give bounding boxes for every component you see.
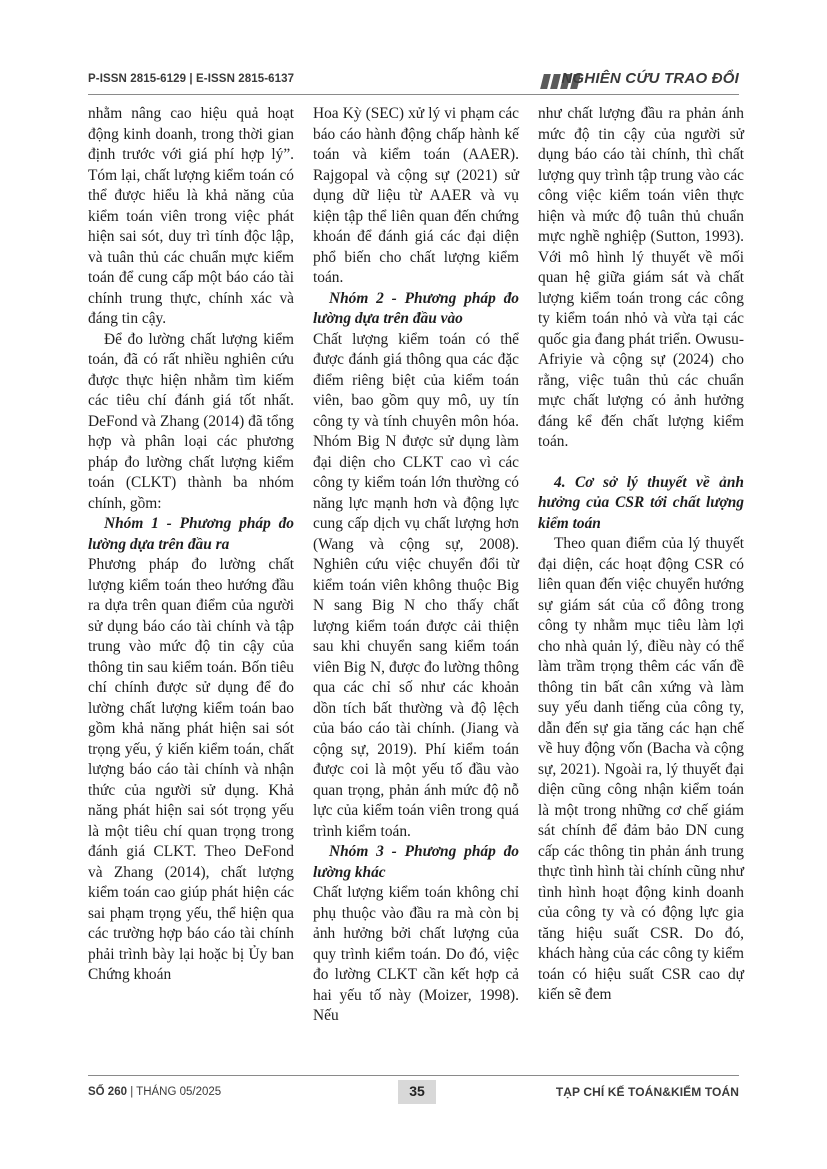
subheading: Nhóm 1 - Phương pháp đo lường dựa trên đầu ra xyxy=(88,515,294,553)
section-title: NGHIÊN CỨU TRAO ĐỔI xyxy=(561,70,739,87)
paragraph: Để đo lường chất lượng kiểm toán, đã có rất nhiều nghiên cứu được thực hiện nhằm tìm kiếm các tiêu chí đánh giá tốt nhất. DeFond và Zhang (2014) đã tổng hợp và phân loại các phương pháp đo lường chất lượng kiểm toán (CLKT) thành ba nhóm chính, gồm: xyxy=(88,330,294,512)
text-column-3 xyxy=(538,104,744,1006)
subheading: Nhóm 3 - Phương pháp đo lường khác xyxy=(313,843,519,881)
paragraph: Chất lượng kiểm toán có thể được đánh giá thông qua các đặc điểm riêng biệt của kiểm toán viên, bao gồm quy mô, uy tín công ty và tính chuyên môn hóa. Nhóm Big N được sử dụng làm đại diện cho CLKT cao vì các công ty kiểm toán lớn thường có năng lực mạnh hơn và động lực cung cấp dịch vụ chất lượng hơn (Wang và cộng sự, 2008). Nghiên cứu việc chuyển đổi từ kiểm toán viên không thuộc Big N sang Big N cho thấy chất lượng kiểm toán được cải thiện sau khi chuyển sang kiểm toán viên Big N, được đo lường thông qua các chỉ số như các khoản dồn tích bất thường và độ lệch của báo cáo tài chính. (Jiang và cộng sự, 2019). Phí kiểm toán được coi là một yếu tố đầu vào quan trọng, phản ánh mức độ nỗ lực của kiểm toán viên trong quá trình kiểm toán. xyxy=(313,330,519,840)
page-number: 35 xyxy=(409,1083,425,1099)
page-header xyxy=(88,70,739,92)
page-number-box xyxy=(398,1080,436,1104)
paragraph: nhằm nâng cao hiệu quả hoạt động kinh doanh, trong thời gian định trước với giá phí hợp lý”. Tóm lại, chất lượng kiểm toán có thể được hiểu là khả năng của kiểm toán viên trong việc phát hiện sai sót, duy trì tính độc lập, và tuân thủ các chuẩn mực kiểm toán để cung cấp một báo cáo tài chính trung thực, chính xác và đáng tin cậy. xyxy=(88,105,294,327)
footer-rule xyxy=(88,1075,739,1076)
paragraph: Hoa Kỳ (SEC) xử lý vi phạm các báo cáo hành động chấp hành kế toán và kiểm toán (AAER). Rajgopal và cộng sự (2021) sử dụng dữ liệu từ AAER và vụ kiện tập thể liên quan đến chứng khoán để đánh giá các đại diện phổ biến cho chất lượng kiểm toán. xyxy=(313,105,519,286)
journal-name: TẠP CHÍ KẾ TOÁN&KIỂM TOÁN xyxy=(555,1085,739,1099)
issn-label: P-ISSN 2815-6129 | E-ISSN 2815-6137 xyxy=(88,73,295,85)
issue-date: | THÁNG 05/2025 xyxy=(130,1086,222,1098)
page-footer xyxy=(88,1080,739,1104)
text-column-2 xyxy=(313,104,519,1027)
paragraph: như chất lượng đầu ra phản ánh mức độ tin cậy của người sử dụng báo cáo tài chính, thì chất lượng quy trình tập trung vào các công việc kiểm toán viên thực hiện và mức độ tuân thủ chuẩn mực nghề nghiệp (Sutton, 1993). Với mô hình lý thuyết về mối quan hệ giữa giám sát và chất lượng kiểm toán trong các công ty kiểm toán nhỏ và vừa tại các quốc gia đang phát triển. Owusu-Afriyie và cộng sự (2024) cho rằng, việc tuân thủ các chuẩn mực chất lượng có ảnh hưởng đáng kể đến chất lượng kiểm toán. xyxy=(538,105,744,450)
section-heading: 4. Cơ sở lý thuyết về ảnh hưởng của CSR tới chất lượng kiểm toán xyxy=(538,473,744,532)
paragraph: Chất lượng kiểm toán không chỉ phụ thuộc vào đầu ra mà còn bị ảnh hưởng bởi chất lượng của quy trình kiểm toán. Do đó, việc đo lường CLKT cần kết hợp cả hai yếu tố này (Moizer, 1998). Nếu xyxy=(313,884,519,1024)
subheading: Nhóm 2 - Phương pháp đo lường dựa trên đầu vào xyxy=(313,289,519,327)
issue-number: SỐ 260 xyxy=(88,1086,127,1098)
text-column-1 xyxy=(88,104,294,986)
paragraph: Phương pháp đo lường chất lượng kiểm toán theo hướng đầu ra dựa trên quan điểm của người sử dụng báo cáo tài chính và tập trung vào mức độ tin cậy của thông tin sau kiểm toán. Bốn tiêu chí chính được sử dụng để đo lường chất lượng kiểm toán bao gồm khả năng phát hiện sai sót trọng yếu, ý kiến kiểm toán, chất lượng báo cáo tài chính và nhận thức của người sử dụng. Khả năng phát hiện sai sót trọng yếu là một tiêu chí quan trọng trong đánh giá CLKT. Theo DeFond và Zhang (2014), chất lượng kiểm toán cao giúp phát hiện các sai phạm trọng yếu, thể hiện qua các trường hợp báo cáo tài chính phải trình bày lại hoặc bị Ủy ban Chứng khoán xyxy=(88,556,294,983)
paragraph: Theo quan điểm của lý thuyết đại diện, các hoạt động CSR có liên quan đến việc chuyển hướng sự giám sát của cổ đông trong công ty nhằm mục tiêu làm lợi cho nhà quản lý, điều này có thể làm trầm trọng thêm các vấn đề thông tin bất cân xứng và làm suy yếu danh tiếng của công ty, dẫn đến sự gia tăng các hạn chế về huy động vốn (Bacha và cộng sự, 2021). Ngoài ra, lý thuyết đại diện cũng công nhận kiểm toán là một trong những cơ chế giám sát chính để đảm bảo DN cung cấp các thông tin phản ánh trung thực tình hình tài chính cũng như tình hình hoạt động kinh doanh của công ty và có động lực gia tăng hiệu suất CSR. Do đó, khách hàng của các công ty kiểm toán có hiệu suất CSR cao dự kiến sẽ đem xyxy=(538,535,744,1003)
header-rule xyxy=(88,94,739,95)
issue-info xyxy=(88,1086,221,1098)
